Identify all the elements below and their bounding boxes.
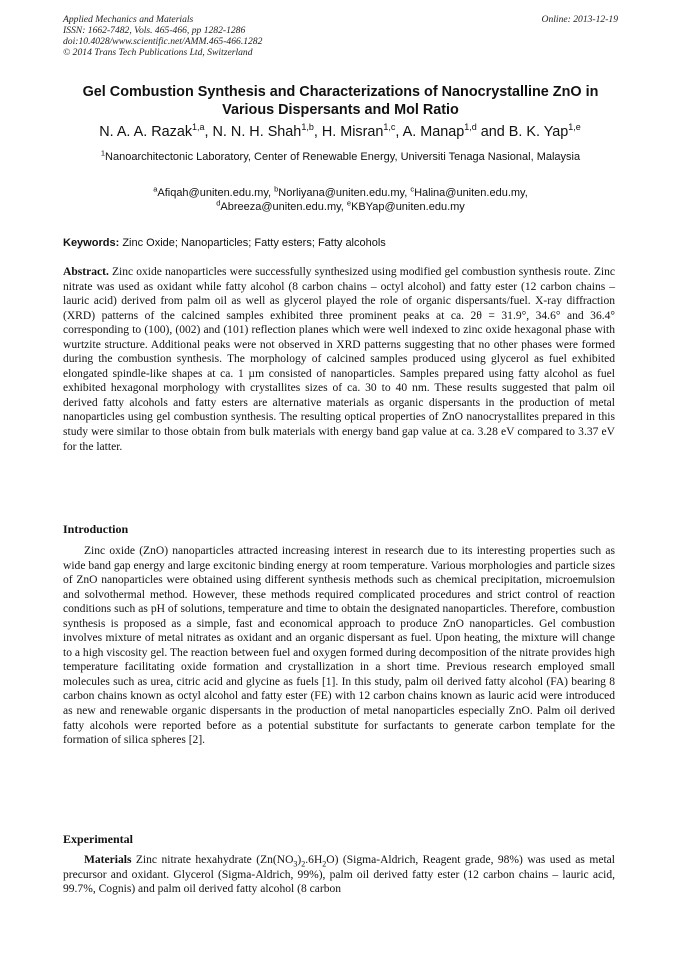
introduction-paragraph: Zinc oxide (ZnO) nanoparticles attracted increasing interest in research due to its interesting properties such as wide band gap energy and large excitonic binding energy at room temperature. Various morphologies and particle sizes of ZnO nanoparticles were obtained using different synthesis methods such as chemical precipitation, microemulsion and solvothermal method. However, these methods required complicated procedures and strict control of reaction conditions such as pH of solutions, temperature and time to obtain the designated nanoparticles. Therefore, combustion synthesis is proposed as a simple, fast and economical approach to produce ZnO nanoparticles. Gel combustion involves mixture of metal nitrates as oxidant and an organic dispersant as fuel. Upon heating, the mixture will change to a high viscosity gel. The reaction between fuel and oxygen formed during decomposition of the nitrate provides high temperature facilitating oxide formation and crystallization in a short time. Previous research employed small molecules such as urea, citric acid and glycine as fuels [1]. In this study, palm oil derived fatty alcohol (FA) bearing 8 carbon chains known as octyl alcohol and fatty ester (FE) with 12 carbon chains known as lauric acid were introduced as new and renewable organic dispersants in the production of metal nanoparticles especially ZnO. Palm oil derived fatty alcohols were reported before as a potential substitute for surfactants to generate carbon template for the formation of silica spheres [2]. bbox=[63, 545, 615, 747]
author-name: N. N. H. Shah bbox=[212, 124, 302, 140]
experimental-heading: Experimental bbox=[63, 832, 133, 846]
author-separator: and bbox=[476, 124, 509, 140]
formula-subscript: 2 bbox=[301, 859, 306, 869]
author-name: N. A. A. Razak bbox=[99, 124, 193, 140]
keywords bbox=[63, 236, 618, 250]
materials-text: O) (Sigma-Aldrich, Reagent grade, 98%) was used as metal precursor and oxidant. Glycerol (Sigma-Aldrich, 99%), palm oil derived fatty ester (12 carbon chains – lauric acid, 99.7%, Cognis) and palm oil derived fatty alcohol (8 carbon bbox=[63, 854, 615, 896]
experimental-paragraph bbox=[63, 853, 615, 897]
author-separator: , bbox=[313, 124, 322, 140]
keywords-label: Keywords: bbox=[63, 237, 120, 249]
journal-header bbox=[63, 14, 618, 58]
copyright-line: © 2014 Trans Tech Publications Ltd, Switzerland bbox=[63, 47, 253, 58]
formula-subscript: 2 bbox=[322, 859, 327, 869]
author-separator: , bbox=[204, 124, 213, 140]
author-affil-sup: 1,b bbox=[301, 122, 314, 133]
email-a[interactable]: Afiqah@uniten.edu.my, bbox=[157, 187, 272, 199]
affiliation bbox=[63, 150, 618, 165]
author-name: A. Manap bbox=[402, 124, 465, 140]
author-affil-sup: 1,c bbox=[383, 122, 396, 133]
email-e[interactable]: KBYap@uniten.edu.my bbox=[351, 201, 465, 213]
author-separator: , bbox=[395, 124, 403, 140]
materials-label: Materials bbox=[84, 854, 132, 866]
affiliation-sup: 1 bbox=[100, 148, 106, 158]
affiliation-text: Nanoarchitectonic Laboratory, Center of Renewable Energy, Universiti Tenaga Nasional, Malaysia bbox=[105, 151, 581, 163]
formula-subscript: 3 bbox=[293, 859, 298, 869]
materials-text: Zinc nitrate hexahydrate (Zn(NO bbox=[131, 854, 294, 866]
online-date: Online: 2013-12-19 bbox=[541, 14, 618, 25]
email-sup: c bbox=[410, 184, 415, 194]
author-affil-sup: 1,d bbox=[464, 122, 477, 133]
materials-text: .6H bbox=[305, 854, 323, 866]
author-affil-sup: 1,e bbox=[568, 122, 581, 133]
author-list bbox=[40, 123, 640, 141]
materials-text: ) bbox=[297, 854, 302, 866]
email-b[interactable]: Norliyana@uniten.edu.my, bbox=[278, 187, 408, 199]
email-sup: a bbox=[153, 184, 158, 194]
author-emails bbox=[63, 186, 618, 214]
paper-title: Gel Combustion Synthesis and Characterizations of Nanocrystalline ZnO in Various Dispersants and Mol Ratio bbox=[82, 84, 599, 118]
email-c[interactable]: Halina@uniten.edu.my, bbox=[414, 187, 528, 199]
journal-name: Applied Mechanics and Materials bbox=[63, 14, 194, 25]
introduction-heading: Introduction bbox=[63, 522, 129, 536]
abstract bbox=[63, 265, 615, 454]
email-sup: b bbox=[274, 184, 279, 194]
email-sup: d bbox=[216, 198, 221, 208]
email-d[interactable]: Abreeza@uniten.edu.my, bbox=[220, 201, 344, 213]
abstract-label: Abstract. bbox=[63, 266, 109, 278]
author-name: H. Misran bbox=[321, 124, 384, 140]
author-affil-sup: 1,a bbox=[192, 122, 205, 133]
issn-line: ISSN: 1662-7482, Vols. 465-466, pp 1282-1286 bbox=[63, 25, 246, 36]
keywords-text: Zinc Oxide; Nanoparticles; Fatty esters; Fatty alcohols bbox=[122, 237, 386, 249]
doi-line: doi:10.4028/www.scientific.net/AMM.465-466.1282 bbox=[63, 36, 263, 47]
email-sup: e bbox=[346, 198, 352, 208]
abstract-text: Zinc oxide nanoparticles were successfully synthesized using modified gel combustion synthesis route. Zinc nitrate was used as oxidant while fatty alcohol (8 carbon chains – octyl alcohol) and fatty ester (12 carbon chains – lauric acid) derived from palm oil as well as glycerol played the role of organic dispersants/fuel. X-ray diffraction (XRD) patterns of the calcined samples exhibited three prominent peaks at ca. 2θ = 31.9°, 34.6° and 36.4° corresponding to (100), (002) and (101) reflection planes which were well indexed to zinc oxide hexagonal phase with wurtzite structure. Additional peaks were not observed in XRD patterns suggesting that no other phases were formed during the combustion synthesis. The morphology of calcined samples produced using glycerol as fuel exhibited elongated spindle-like shapes at ca. 1 µm consisted of nanoparticles. Samples prepared using fatty alcohol as fuel exhibited hexagonal morphology with crystallites sizes of ca. 30 to 40 nm. These results suggested that palm oil derived fatty alcohols and fatty esters are alternative materials as organic dispersants in the production of metal nanoparticles using gel combustion synthesis. The resulting optical properties of ZnO nanocrystallites prepared in this study were similar to those obtain from bulk materials with energy band gap value at ca. 3.28 eV compared to 3.37 eV for the latter. bbox=[63, 266, 615, 453]
author-name: B. K. Yap bbox=[508, 124, 569, 140]
